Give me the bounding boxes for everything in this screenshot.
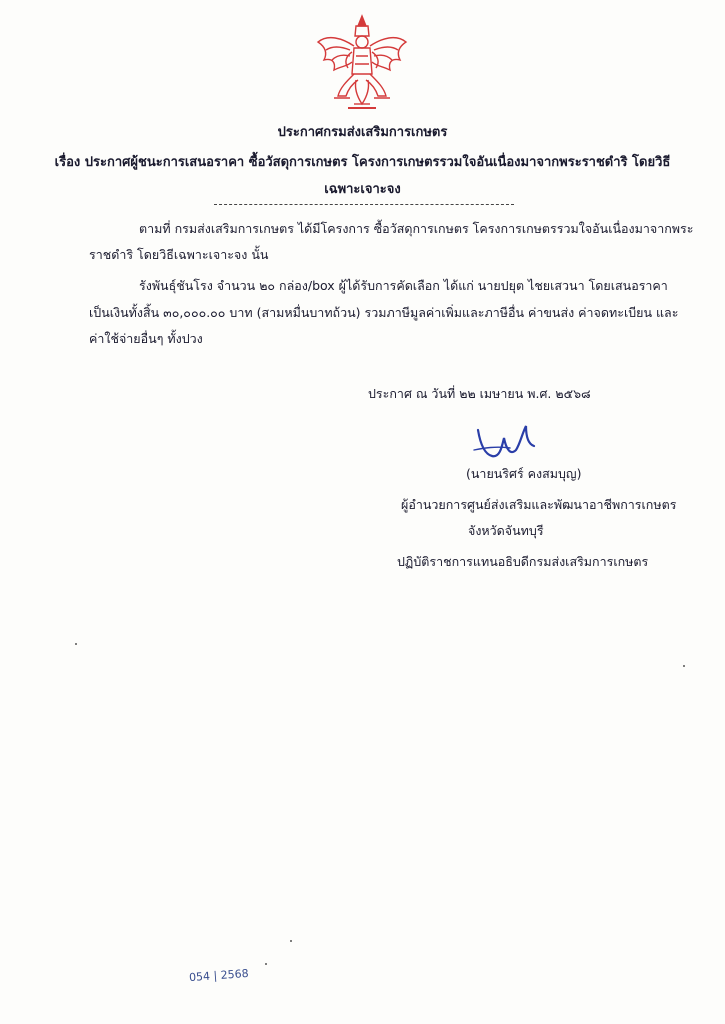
signatory-position-3: ปฏิบัติราชการแทนอธิบดีกรมส่งเสริมการเกษตร xyxy=(397,554,649,569)
signatory-position-2: จังหวัดจันทบุรี xyxy=(468,523,544,538)
agency-title: ประกาศกรมส่งเสริมการเกษตร xyxy=(277,125,448,140)
section-divider xyxy=(214,204,514,205)
subject-line-1: เรื่อง ประกาศผู้ชนะการเสนอราคา ซื้อวัสดุการเกษตร โครงการเกษตรรวมใจอันเนื่องมาจากพระราชดำริ โดยวิธี xyxy=(54,155,671,170)
paragraph-2-line-1: รังพันธุ์ชันโรง จำนวน ๒๐ กล่อง/box ผู้ได้รับการคัดเลือก ได้แก่ นายปยุต ไชยเสวนา โดยเสนอราคา xyxy=(139,278,668,293)
paragraph-1-line-2: ราชดำริ โดยวิธีเฉพาะเจาะจง นั้น xyxy=(89,247,269,262)
handwritten-signature xyxy=(470,420,550,464)
signatory-name: (นายนริศร์ คงสมบุญ) xyxy=(466,466,582,481)
scan-speck xyxy=(683,665,685,667)
announcement-date: ประกาศ ณ วันที่ ๒๒ เมษายน พ.ศ. ๒๕๖๘ xyxy=(368,386,591,401)
paragraph-2-line-2: เป็นเงินทั้งสิ้น ๓๐,๐๐๐.๐๐ บาท (สามหมื่นบาทถ้วน) รวมภาษีมูลค่าเพิ่มและภาษีอื่น ค่าขนส่ง ค่าจดทะเบียน และ xyxy=(89,305,679,320)
scan-speck xyxy=(290,940,292,942)
paragraph-1-line-1: ตามที่ กรมส่งเสริมการเกษตร ได้มีโครงการ ซื้อวัสดุการเกษตร โครงการเกษตรรวมใจอันเนื่องมาจากพระ xyxy=(139,221,694,236)
scan-speck xyxy=(265,963,267,965)
paragraph-2-line-3: ค่าใช้จ่ายอื่นๆ ทั้งปวง xyxy=(89,331,203,346)
subject-line-2: เฉพาะเจาะจง xyxy=(324,182,401,197)
garuda-emblem-icon xyxy=(314,12,410,116)
scan-speck xyxy=(75,643,77,645)
signatory-position-1: ผู้อำนวยการศูนย์ส่งเสริมและพัฒนาอาชีพการเกษตร xyxy=(401,497,677,512)
handwritten-reference-number: 054 | 2568 xyxy=(188,966,250,985)
